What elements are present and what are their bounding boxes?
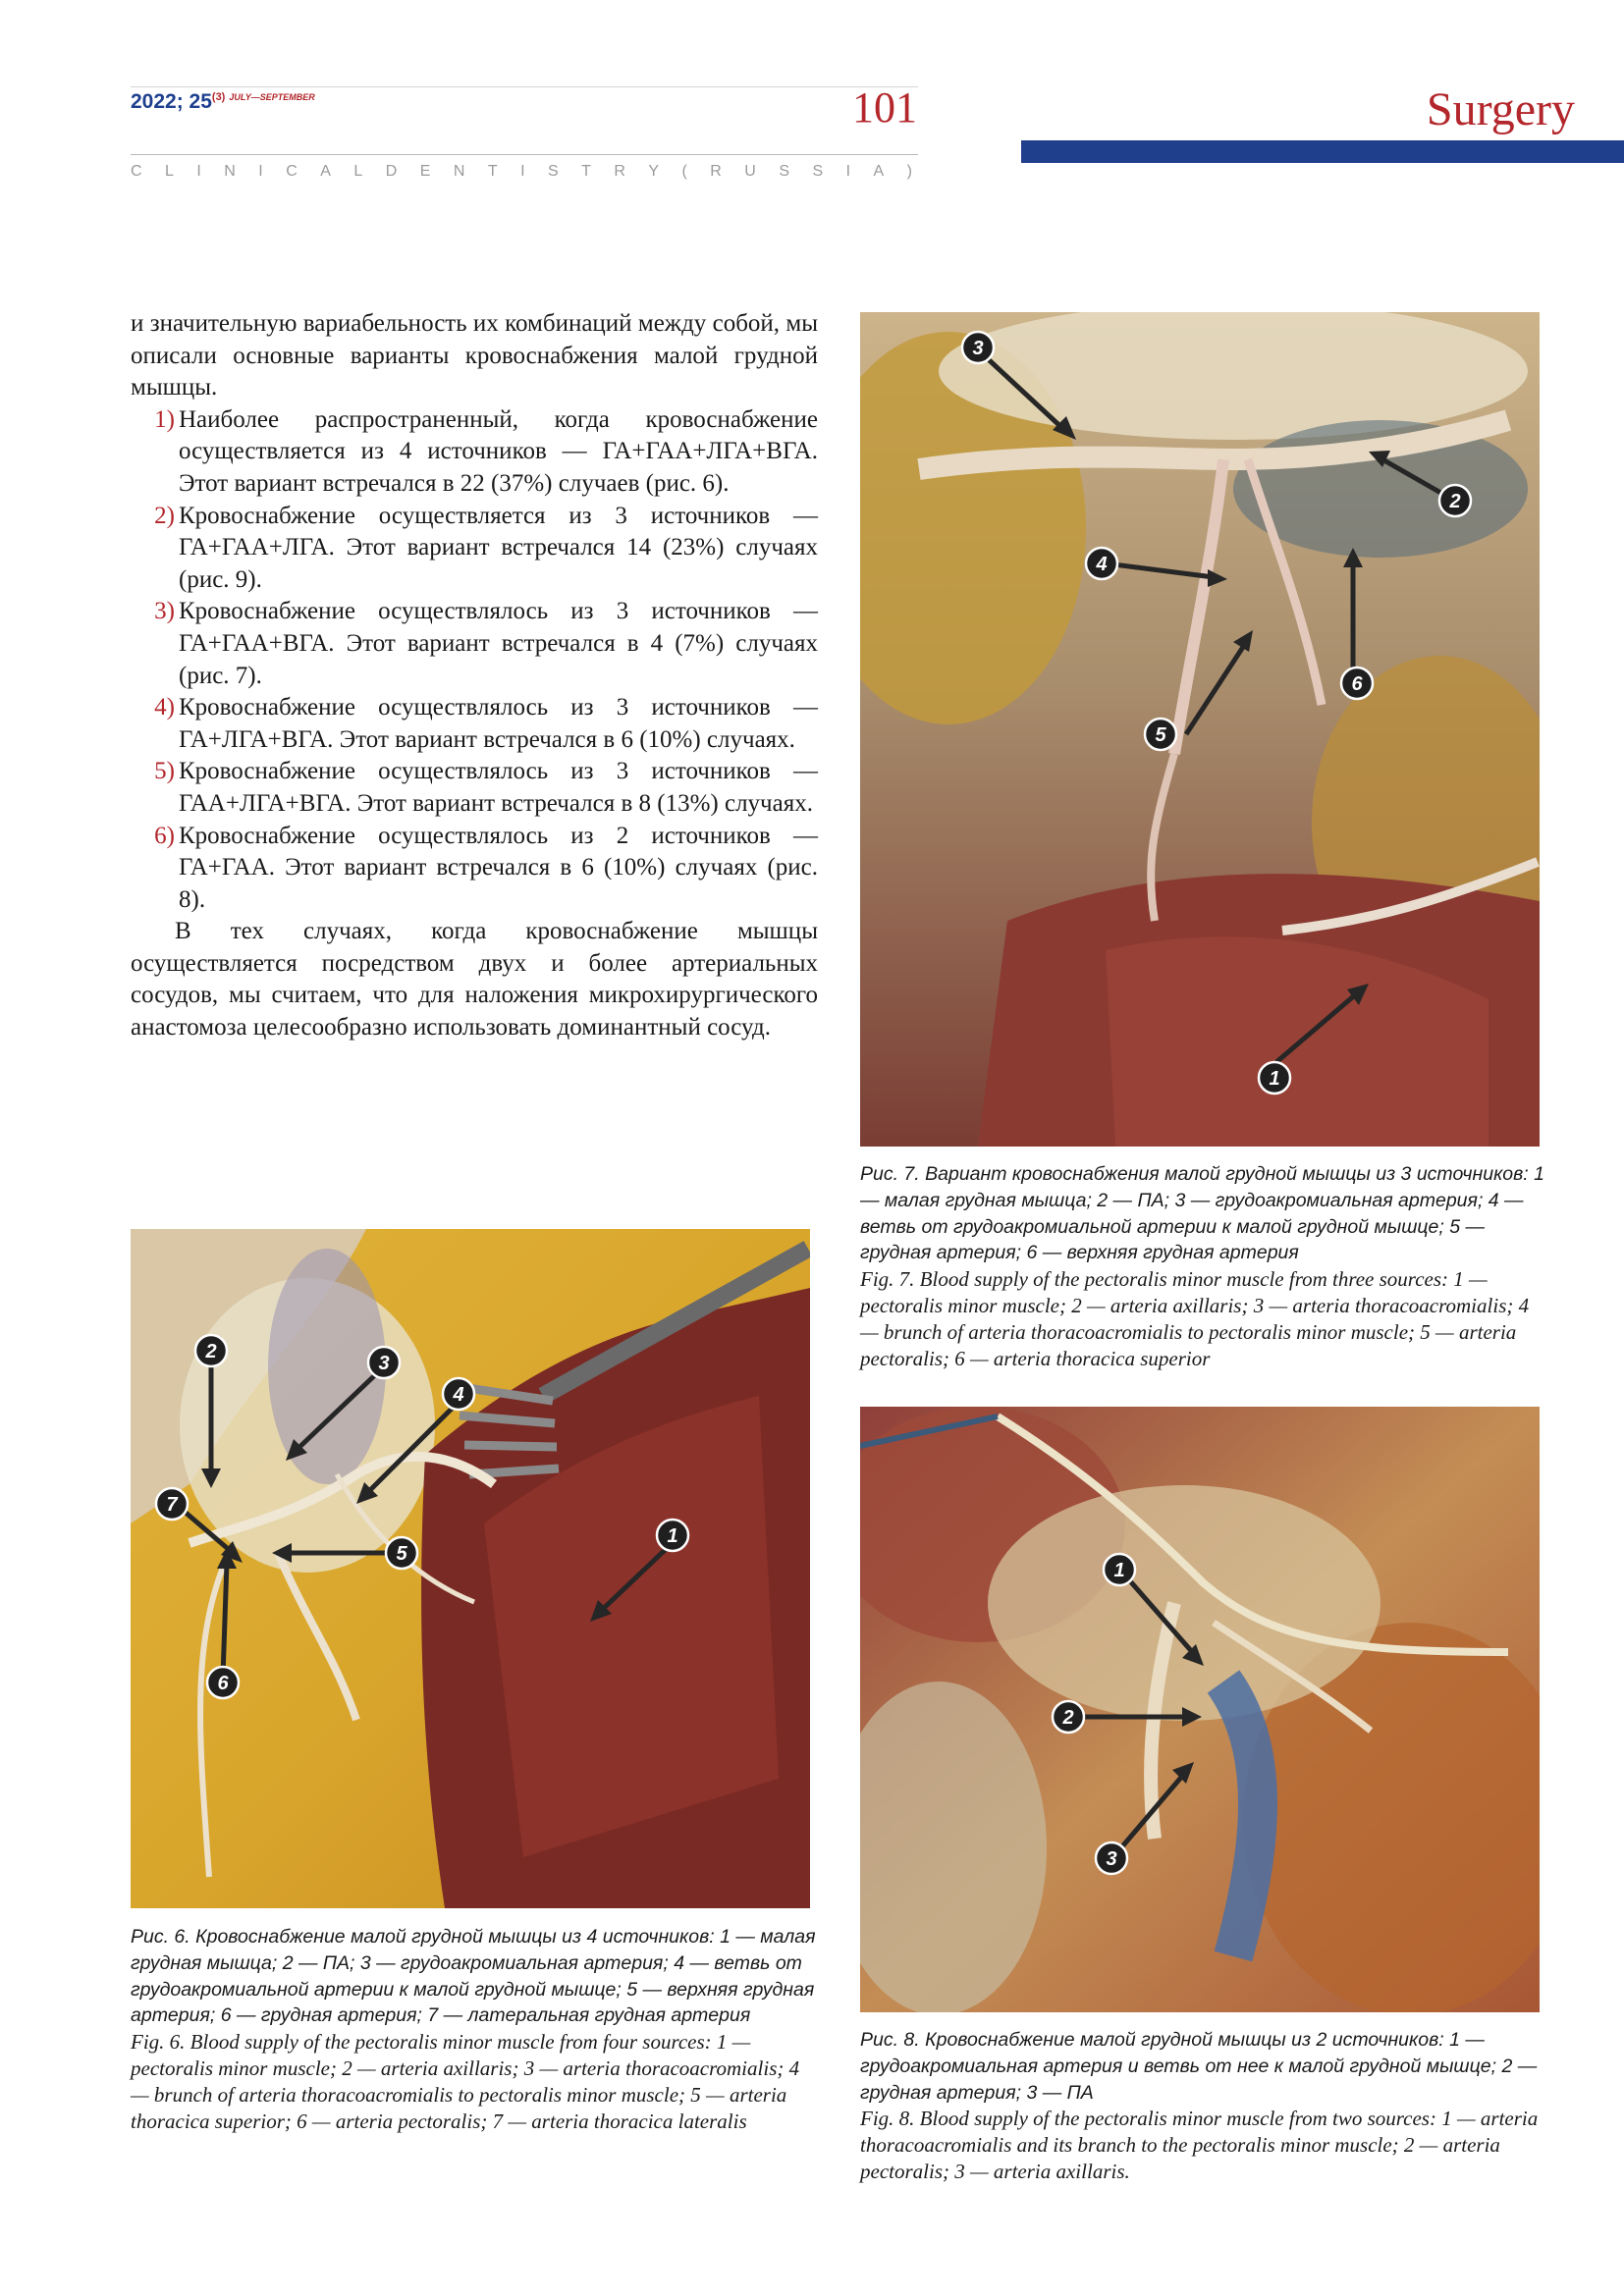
list-item-text: Кровоснабжение осуществлялось из 3 источников — ГА+ГАА+ВГА. Этот вариант встречался в 4 (7%) случаях (рис. 7).: [179, 598, 818, 689]
list-item-number: 6): [154, 822, 175, 849]
fig8-marker-2: [1053, 1701, 1084, 1733]
figure-7-caption-ru: Рис. 7. Вариант кровоснабжения малой грудной мышцы из 3 источников: 1 — малая грудная мышца; 2 — ПА; 3 — грудоакромиальная артерия; 4 — ветвь от грудоакромиальной артерии к малой грудной мышце; 5 — грудная артерия; 6 — верхняя грудная артерия: [860, 1163, 1544, 1264]
journal-name-letter: (: [681, 163, 693, 180]
journal-name-letter: C: [286, 163, 303, 180]
marker-label: 6: [1351, 673, 1363, 695]
journal-name-letter: U: [744, 163, 762, 180]
header-top-rule: [131, 86, 918, 87]
variants-list: [131, 404, 818, 917]
marker-label: 4: [453, 1384, 464, 1406]
fig7-marker-2: [1439, 485, 1471, 516]
journal-name-letter: A: [873, 163, 891, 180]
section-title: Surgery: [1426, 83, 1575, 135]
marker-label: 4: [1096, 554, 1108, 575]
fig6-marker-7: [156, 1488, 188, 1520]
list-item-number: 5): [154, 758, 175, 785]
figure-8-photo: [860, 1407, 1540, 2012]
journal-name-letter: I: [196, 163, 207, 180]
marker-label: 2: [1449, 491, 1461, 512]
section-color-bar: [1021, 140, 1624, 163]
journal-name-letter: D: [385, 163, 404, 180]
fig6-marker-5: [386, 1537, 417, 1569]
list-item-number: 3): [154, 598, 175, 625]
issue-info: [131, 90, 315, 114]
fig8-marker-layer: [860, 1407, 1540, 2012]
figure-6-photo: [131, 1229, 810, 1908]
journal-name-letter: E: [419, 163, 437, 180]
figure-7-photo: [860, 312, 1540, 1147]
journal-name-letter: R: [614, 163, 631, 180]
marker-label: 1: [1269, 1068, 1280, 1090]
list-item-text: Наиболее распространенный, когда кровоснабжение осуществляется из 4 источников — ГА+ГАА+ЛГА+ВГА. Этот вариант встречался в 22 (37%) случаев (рис. 6).: [179, 405, 818, 497]
list-item: [131, 501, 818, 597]
journal-name-letter: A: [320, 163, 337, 180]
fig6-marker-2: [195, 1335, 227, 1366]
journal-name-letter: N: [224, 163, 242, 180]
marker-label: 5: [396, 1543, 407, 1565]
journal-name-letter: I: [520, 163, 531, 180]
journal-name-letter: N: [453, 163, 471, 180]
issue-number: (3): [211, 91, 226, 103]
marker-label: 6: [217, 1673, 229, 1694]
list-item-text: Кровоснабжение осуществлялось из 3 источников — ГА+ЛГА+ВГА. Этот вариант встречался в 6 (10%) случаях.: [179, 694, 818, 753]
marker-label: 1: [667, 1525, 678, 1547]
marker-label: 1: [1113, 1560, 1125, 1581]
journal-name-letter: T: [581, 163, 597, 180]
list-item: [131, 596, 818, 692]
figure-6-caption-en: Fig. 6. Blood supply of the pectoralis minor muscle from four sources: 1 — pectoralis minor muscle; 2 — arteria axillaris; 3 — arteria thoracoacromialis; 4 — brunch of arteria thoracoacromialis to pectoralis minor muscle; 5 — arteria thoracica superior; 6 — arteria pectoralis; 7 — arteria thoracica lateralis: [131, 2030, 800, 2133]
marker-label: 3: [378, 1353, 390, 1374]
header-rule: [131, 154, 918, 155]
fig7-marker-6: [1341, 667, 1373, 699]
fig6-marker-4: [443, 1378, 474, 1410]
list-item: [131, 756, 818, 820]
journal-name-letter: L: [353, 163, 369, 180]
journal-name-letter: L: [165, 163, 180, 180]
journal-name-letter: I: [258, 163, 269, 180]
journal-name-letter: S: [548, 163, 565, 180]
list-item-text: Кровоснабжение осуществляется из 3 источников — ГА+ГАА+ЛГА. Этот вариант встречался 14 (23%) случаях (рис. 9).: [179, 502, 818, 593]
journal-name-letter: S: [812, 163, 830, 180]
fig8-marker-3: [1096, 1842, 1127, 1874]
figure-7-caption: [860, 1161, 1547, 1371]
conclusion-paragraph: В тех случаях, когда кровоснабжение мышцы осуществляется посредством двух и более артериальных сосудов, мы считаем, что для наложения микрохирургического анастомоза целесообразно использовать доминантный сосуд.: [131, 918, 818, 1041]
list-item-number: 2): [154, 502, 175, 529]
figure-7-caption-en: Fig. 7. Blood supply of the pectoralis minor muscle from three sources: 1 — pectoralis minor muscle; 2 — arteria axillaris; 3 — arteria thoracoacromialis; 4 — brunch of arteria thoracoacromialis to pectoralis minor muscle; 5 — arteria pectoralis; 6 — arteria thoracica superior: [860, 1267, 1530, 1370]
body-text: [131, 308, 818, 1044]
fig7-marker-3: [962, 332, 994, 363]
marker-label: 5: [1155, 724, 1166, 746]
marker-label: 7: [166, 1494, 178, 1516]
list-item: [131, 404, 818, 501]
journal-name-letter: C: [131, 163, 148, 180]
marker-label: 3: [1106, 1848, 1117, 1870]
fig6-marker-1: [657, 1520, 688, 1551]
journal-name-letter: ): [906, 163, 918, 180]
list-item-number: 1): [154, 405, 175, 433]
journal-name-letter: Y: [648, 163, 666, 180]
page-number: 101: [852, 83, 917, 132]
fig6-marker-layer: [131, 1229, 810, 1908]
figure-6-caption-ru: Рис. 6. Кровоснабжение малой грудной мышцы из 4 источников: 1 — малая грудная мышца; 2 — ПА; 3 — грудоакромиальная артерия; 4 — ветвь от грудоакромиальной артерии к малой грудной мышце; 5 — верхняя грудная артерия; 6 — грудная артерия; 7 — латеральная грудная артерия: [131, 1926, 816, 2027]
fig7-marker-layer: [860, 312, 1540, 1147]
marker-label: 2: [205, 1341, 217, 1362]
figure-6-caption: [131, 1924, 818, 2134]
fig7-marker-5: [1145, 719, 1176, 750]
journal-name-letter: I: [845, 163, 857, 180]
list-item: [131, 821, 818, 917]
fig7-marker-4: [1086, 548, 1117, 579]
figure-8-caption-en: Fig. 8. Blood supply of the pectoralis minor muscle from two sources: 1 — arteria thoracoacromialis and its branch to the pectoralis minor muscle; 2 — arteria pectoralis; 3 — arteria axillaris.: [860, 2107, 1539, 2183]
figure-8-caption: [860, 2027, 1547, 2185]
list-item-text: Кровоснабжение осуществлялось из 2 источников — ГА+ГАА. Этот вариант встречался в 6 (10%) случаях (рис. 8).: [179, 822, 818, 913]
list-item-text: Кровоснабжение осуществлялось из 3 источников — ГАА+ЛГА+ВГА. Этот вариант встречался в 8 (13%) случаях.: [179, 758, 818, 817]
journal-name-letter: R: [710, 163, 728, 180]
fig6-marker-3: [368, 1347, 400, 1378]
fig7-marker-1: [1259, 1062, 1290, 1094]
intro-paragraph: и значительную вариабельность их комбинаций между собой, мы описали основные варианты кровоснабжения малой грудной мышцы.: [131, 310, 818, 401]
marker-label: 3: [972, 338, 984, 359]
journal-name-letter: T: [487, 163, 504, 180]
list-item-number: 4): [154, 694, 175, 721]
year-volume: 2022; 25: [131, 90, 212, 113]
journal-name-letter: S: [779, 163, 795, 180]
figure-8-caption-ru: Рис. 8. Кровоснабжение малой грудной мышцы из 2 источников: 1 — грудоакромиальная артерия и ветвь от нее к малой грудной мышце; 2 — грудная артерия; 3 — ПА: [860, 2029, 1538, 2104]
fig8-marker-1: [1104, 1554, 1135, 1585]
fig6-marker-6: [207, 1667, 239, 1698]
marker-label: 2: [1062, 1707, 1074, 1729]
journal-name: [131, 163, 918, 181]
list-item: [131, 692, 818, 756]
issue-months: JULY—SEPTEMBER: [229, 92, 315, 102]
